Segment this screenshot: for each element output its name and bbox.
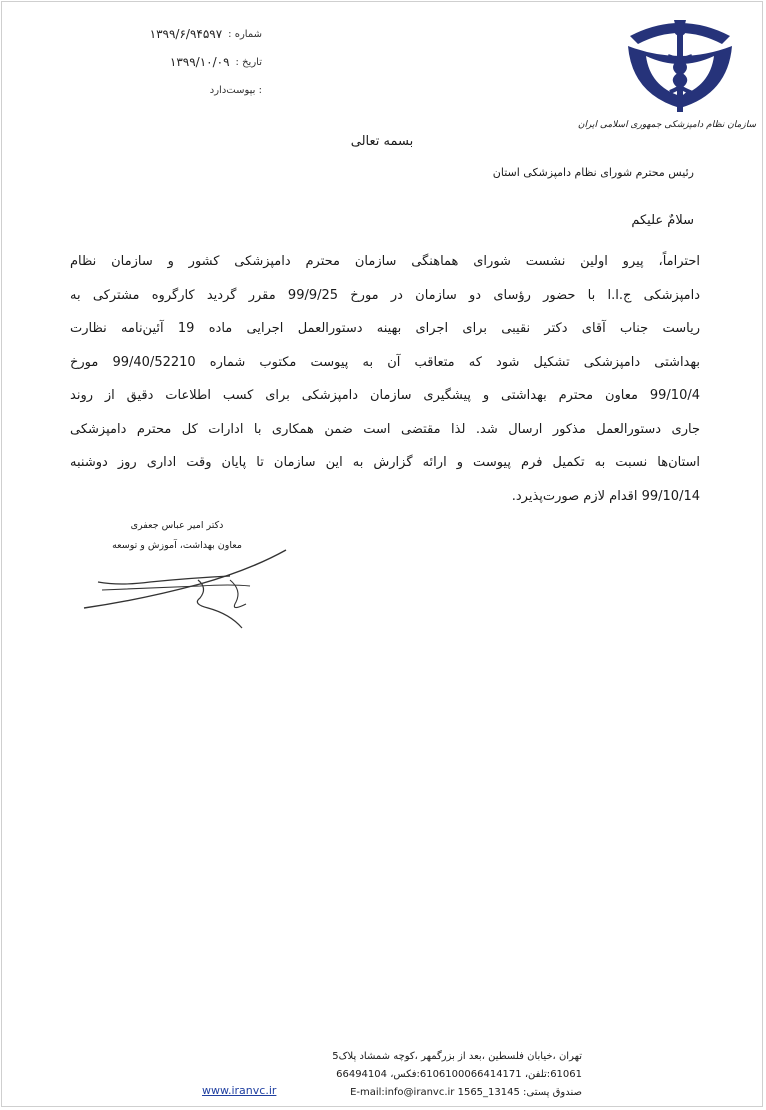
body-line: 99/10/14 اقدام لازم صورت‌پذیرد. <box>511 488 700 504</box>
addressee: رئیس محترم شورای نظام دامپزشکی استان <box>492 166 694 179</box>
footer-website-link[interactable]: www.iranvc.ir <box>202 1084 277 1097</box>
body-line: ریاست جناب آقای دکتر نقیبی برای اجرای بهینه دستورالعمل اجرایی ماده 19 آئین‌نامه نظارت <box>70 321 700 336</box>
letter-heading: بسمه تعالی <box>350 134 414 149</box>
organization-logo <box>577 16 756 134</box>
letter-footer <box>202 1048 582 1102</box>
signatory-title: معاون بهداشت، آموزش و توسعه <box>112 540 242 551</box>
attachment-row <box>62 76 262 104</box>
letter-date-label: تاریخ : <box>235 56 262 68</box>
letter-body <box>70 245 700 513</box>
greeting: سلامٌ علیکم <box>631 213 694 228</box>
footer-email: E-mail:info@iranvc.ir <box>350 1087 455 1098</box>
letter-number-value: ۱۳۹۹/۶/۹۴۵۹۷ <box>149 27 223 41</box>
letter-page <box>1 1 763 1107</box>
letter-date-row <box>62 48 262 76</box>
attachment-label: : بپوست‌دارد <box>209 84 262 96</box>
signatory-name: دکتر امیر عباس جعفری <box>130 520 224 531</box>
body-line: جاری دستورالعمل مذکور ارسال شد. لذا مقتضی است ضمن همکاری با ادارات کل محترم دامپزشکی <box>70 421 700 437</box>
letter-number-label: شماره : <box>228 28 262 40</box>
letter-number-row <box>62 20 262 48</box>
body-line: بهداشتی دامپزشکی تشکیل شود که متعاقب آن به پیوست مکتوب شماره 99/40/52210 مورخ <box>70 354 700 370</box>
footer-phones: 61061:تلفن، 6106100066414171:فکس، 66494104 <box>336 1069 582 1080</box>
body-line: 99/10/4 معاون محترم بهداشتی و پیشگیری سازمان دامپزشکی برای کسب اطلاعات دقیق از روند <box>70 388 700 403</box>
body-line: دامپزشکی ج.ا.ا با حضور رؤسای دو سازمان در مورخ 99/9/25 مقرر گردید کارگروه مشترکی به <box>70 287 700 303</box>
letter-metadata <box>62 20 262 104</box>
footer-address: تهران ،خیابان فلسطین ،بعد از بزرگمهر ،کوچه شمشاد پلاک5 <box>332 1051 582 1062</box>
footer-pobox: صندوق پستی: 13145_1565 <box>457 1087 582 1098</box>
body-line: استان‌ها نسبت به تکمیل فرم پیوست و ارائه گزارش به این سازمان تا پایان وقت اداری روز دوشنبه <box>70 455 700 470</box>
body-line: احتراماً، پیرو اولین نشست شورای هماهنگی سازمان محترم دامپزشکی کشور و سازمان نظام <box>70 254 700 269</box>
caduceus-emblem-icon <box>624 16 736 120</box>
letter-date-value: ۱۳۹۹/۱۰/۰۹ <box>169 55 230 69</box>
organization-name: سازمان نظام دامپزشکی جمهوری اسلامی ایران <box>577 120 756 130</box>
handwritten-signature <box>80 542 290 634</box>
